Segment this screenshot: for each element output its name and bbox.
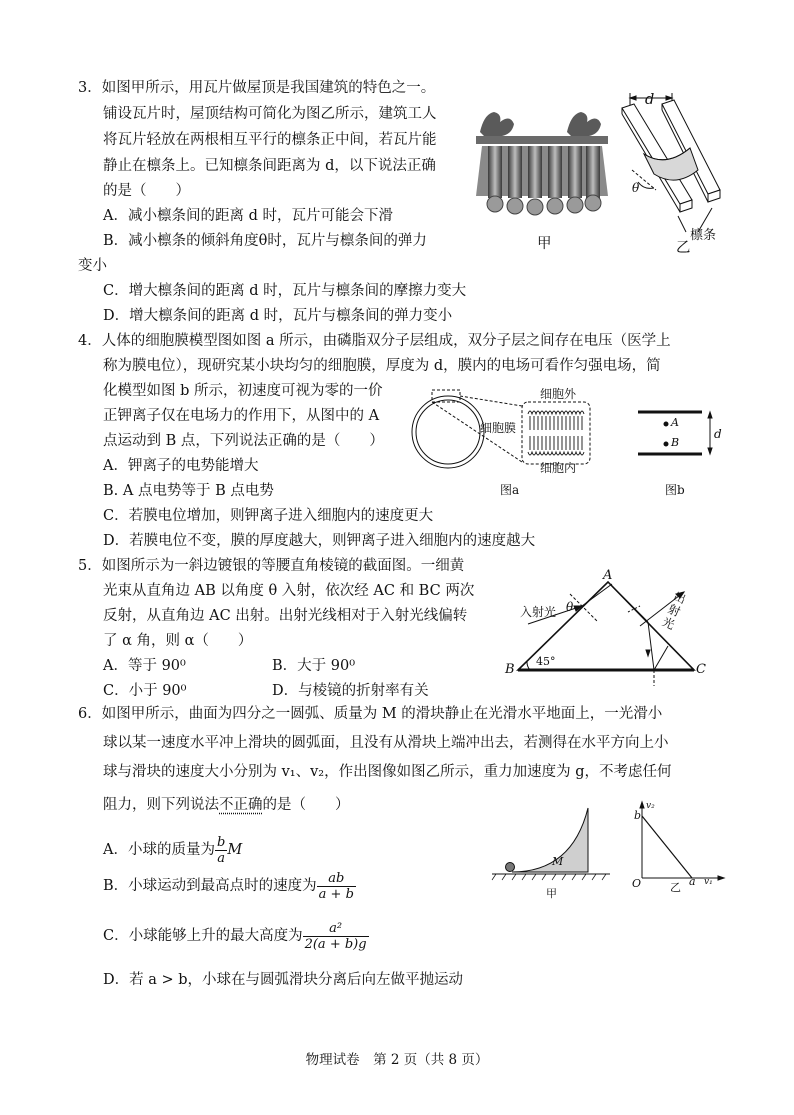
q6-line-2: 球以某一速度水平冲上滑块的圆弧面，且没有从滑块上端冲出去，若测得在水平方向上小 <box>103 735 669 751</box>
q4-line-3: 化模型如图 b 所示，初速度可视为零的一价 <box>103 383 383 399</box>
q5-line-1: 5．如图所示为一斜边镀银的等腰直角棱镜的截面图。一细黄 <box>78 558 465 574</box>
q5-label-A: A <box>603 568 613 583</box>
q6-figure-jia-slider <box>488 798 613 883</box>
q3-option-c: C．增大檩条间的距离 d 时，瓦片与檩条间的摩擦力变大 <box>103 283 467 299</box>
q5-label-out: 出射光 <box>660 588 689 633</box>
q4-figure-a-label: 图a <box>500 483 520 497</box>
q4-figure-b-label: 图b <box>665 483 685 497</box>
q6-option-b-fraction <box>317 871 356 902</box>
q5-label-45: 45° <box>536 655 556 668</box>
q3-label-lintiao: 檩条 <box>690 228 717 243</box>
q6-label-b: b <box>634 809 642 822</box>
q6-axis-v1: v₁ <box>704 877 713 887</box>
q6-option-b-denominator: a + b <box>318 886 354 902</box>
q5-label-C: C <box>696 662 706 677</box>
q4-label-B: B <box>671 436 680 449</box>
q6-axis-v2: v₂ <box>646 801 655 811</box>
q5-label-theta: θ <box>566 600 574 614</box>
q6-label-a: a <box>689 875 696 888</box>
q6-option-a <box>103 832 242 868</box>
q6-figure-yi-graph <box>628 798 728 888</box>
q6-line-4 <box>103 795 350 815</box>
q4-line-1: 4．人体的细胞膜模型图如图 a 所示，由磷脂双分子层组成，双分子层之间存在电压（医学上 <box>78 333 671 349</box>
q6-option-a-denominator: a <box>217 850 226 866</box>
q6-option-b <box>103 868 356 904</box>
q4-label-cell-in: 细胞内 <box>540 461 577 475</box>
q4-option-d: D．若膜电位不变，膜的厚度越大，则钾离子进入细胞内的速度越大 <box>103 533 536 549</box>
q5-label-B: B <box>505 662 515 677</box>
q6-figure-yi-label: 乙 <box>670 881 681 894</box>
q5-line-3: 反射，从直角边 AC 出射。出射光线相对于入射光线偏转 <box>103 608 468 624</box>
q5-label-in: 入射光 <box>520 605 557 619</box>
q4-option-c: C．若膜电位增加，则钾离子进入细胞内的速度更大 <box>103 508 434 524</box>
page-footer: 物理试卷 第 2 页（共 8 页） <box>305 1052 489 1068</box>
q6-line-4-post: 的是（ ） <box>262 797 350 813</box>
q4-label-cell-membrane: 细胞膜 <box>480 421 517 435</box>
q3-line-4: 静止在檩条上。已知檩条间距离为 d，以下说法正确 <box>103 158 436 174</box>
q4-label-d: d <box>714 427 722 441</box>
q4-option-a: A．钾离子的电势能增大 <box>103 458 259 474</box>
q6-option-b-numerator: ab <box>317 871 356 887</box>
q6-line-1: 6．如图甲所示，曲面为四分之一圆弧、质量为 M 的滑块静止在光滑水平地面上，一光滑小 <box>78 706 663 722</box>
q3-line-2: 铺设瓦片时，屋顶结构可简化为图乙所示，建筑工人 <box>103 106 437 122</box>
q5-option-b: B．大于 90⁰ <box>272 658 356 674</box>
q6-line-4-pre: 阻力，则下列说法 <box>103 797 219 813</box>
q3-option-d: D．增大檩条间的距离 d 时，瓦片与檩条间的弹力变小 <box>103 308 453 324</box>
q6-option-a-suffix: M <box>227 842 243 858</box>
q3-label-d: d <box>645 92 655 108</box>
q3-option-a: A．减小檩条间的距离 d 时，瓦片可能会下滑 <box>103 208 393 224</box>
q4-line-2: 称为膜电位），现研究某小块均匀的细胞膜，厚度为 d，膜内的电场可看作匀强电场，简 <box>103 358 661 374</box>
q6-option-d: D．若 a > b，小球在与圆弧滑块分离后向左做平抛运动 <box>103 972 464 988</box>
q3-figure-jia-label: 甲 <box>537 236 552 252</box>
q3-line-1: 3．如图甲所示，用瓦片做屋顶是我国建筑的特色之一。 <box>78 80 436 96</box>
q6-line-4-emphasis: 不正确 <box>219 797 263 813</box>
q6-option-b-text: B．小球运动到最高点时的速度为 <box>103 878 317 894</box>
q4-figure-b-plates <box>632 404 727 466</box>
q5-option-a: A．等于 90⁰ <box>103 658 186 674</box>
q6-option-a-numerator: b <box>216 834 226 850</box>
q4-label-cell-out: 细胞外 <box>540 387 577 401</box>
q6-option-a-text: A．小球的质量为 <box>103 842 215 858</box>
q5-line-2: 光束从直角边 AB 以角度 θ 入射，依次经 AC 和 BC 两次 <box>103 583 475 599</box>
q4-option-b: B. A 点电势等于 B 点电势 <box>103 483 274 499</box>
q6-option-c <box>103 918 369 954</box>
q6-option-a-fraction <box>215 835 227 866</box>
q3-option-b-cont: 变小 <box>78 258 107 274</box>
q6-figure-jia-label: 甲 <box>546 887 557 900</box>
q6-line-3: 球与滑块的速度大小分别为 v₁、v₂，作出图像如图乙所示，重力加速度为 g，不考虑任何 <box>103 764 672 780</box>
q6-label-O: O <box>632 877 642 890</box>
q3-label-theta: θ <box>632 181 640 195</box>
q3-option-b: B．减小檩条的倾斜角度θ时，瓦片与檩条间的弹力 <box>103 233 427 249</box>
q6-label-M: M <box>552 855 564 868</box>
q3-line-3: 将瓦片轻放在两根相互平行的檩条正中间，若瓦片能 <box>103 132 437 148</box>
q6-option-c-numerator: a² <box>303 921 369 937</box>
q4-line-4: 正钾离子仅在电场力的作用下，从图中的 A <box>103 408 380 424</box>
q3-figure-yi-label: 乙 <box>676 240 691 256</box>
q5-option-c: C．小于 90⁰ <box>103 683 187 699</box>
q5-line-4: 了 α 角，则 α（ ） <box>103 633 253 649</box>
q3-line-5: 的是（ ） <box>103 183 190 199</box>
q4-label-A: A <box>671 416 679 429</box>
q6-option-c-fraction <box>303 921 369 952</box>
q6-option-c-text: C．小球能够上升的最大高度为 <box>103 928 303 944</box>
q4-line-5: 点运动到 B 点，下列说法正确的是（ ） <box>103 433 384 449</box>
q3-figure-jia-roof <box>472 92 612 232</box>
q6-option-c-denominator: 2(a + b)g <box>304 936 367 952</box>
q5-option-d: D．与棱镜的折射率有关 <box>272 683 429 699</box>
